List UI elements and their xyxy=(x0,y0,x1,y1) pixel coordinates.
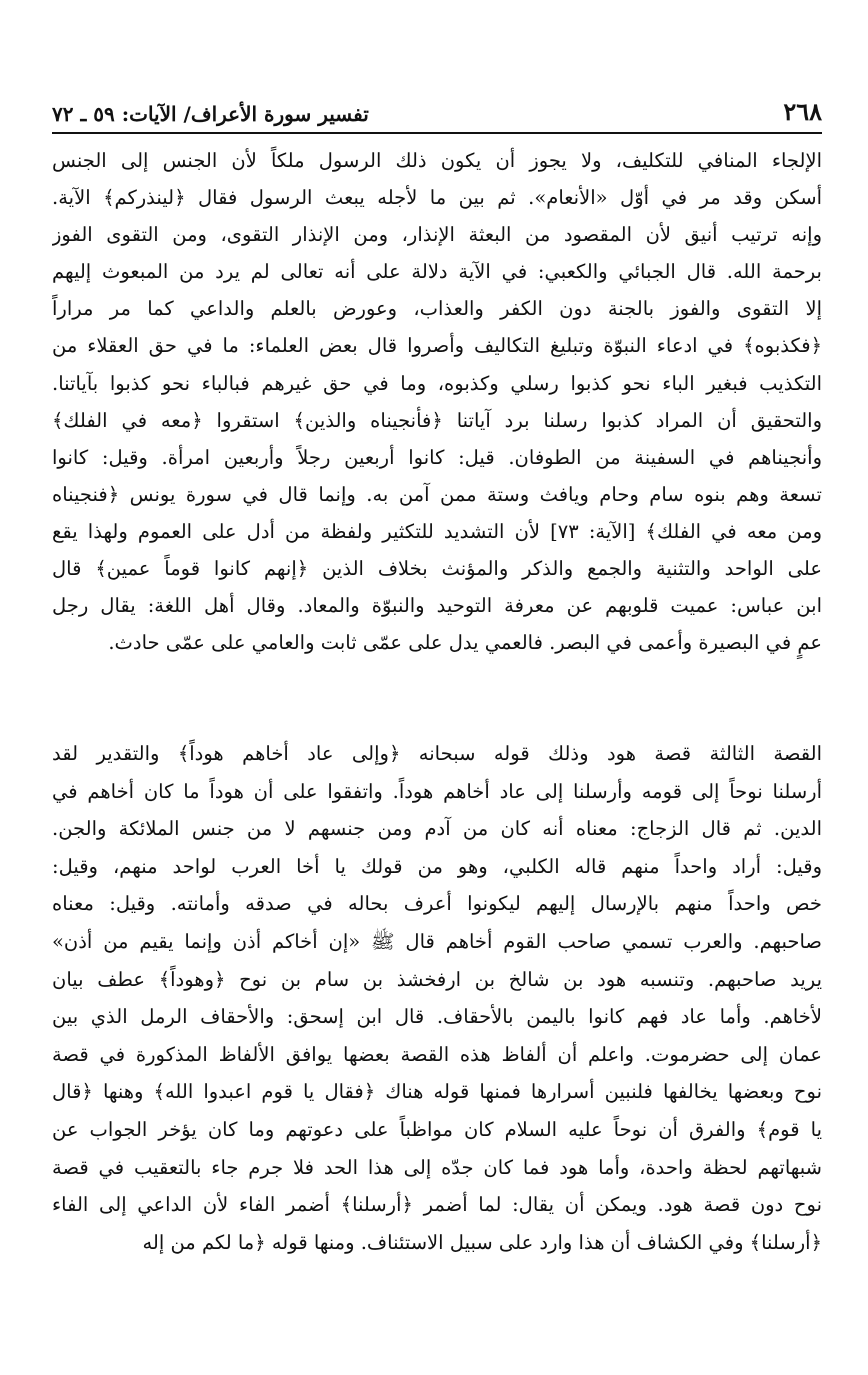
text-line: أسكن وقد مر في أوّل «الأنعام». ثم بين ما لأجله يبعث الرسول فقال ﴿لينذركم﴾ الآية. xyxy=(52,186,822,210)
text-line: أرسلنا نوحاً إلى قومه وأرسلنا إلى عاد أخاهم هوداً. واتفقوا على أن هوداً ما كان أخاهم في xyxy=(52,779,822,803)
text-line: خص واحداً منهم بالإرسال إليهم ليكونوا أعرف بحاله في صدقه وأمانته. وقيل: معناه xyxy=(52,892,822,916)
text-line: ومن معه في الفلك﴾ [الآية: ٧٣] لأن التشديد للتكثير ولفظة من أدل على العموم ولهذا يقع xyxy=(52,519,822,543)
text-line: وقيل: أراد واحداً منهم قاله الكلبي، وهو من قولك يا أخا العرب لواحد منهم، وقيل: xyxy=(52,854,822,878)
text-line: صاحبهم. والعرب تسمي صاحب القوم أخاهم قال ﷺ «إن أخاكم أذن وإنما يقيم من أذن» xyxy=(52,929,822,953)
text-line: القصة الثالثة قصة هود وذلك قوله سبحانه ﴿وإلى عاد أخاهم هوداً﴾ والتقدير لقد xyxy=(52,742,822,765)
text-line: تسعة وهم بنوه سام وحام ويافث وستة ممن آمن به. وإنما قال في سورة يونس ﴿فنجيناه xyxy=(52,482,822,506)
text-line: نوح وبعضها يخالفها فلنبين أسرارها فمنها قوله هناك ﴿فقال يا قوم اعبدوا الله﴾ وهنها ﴿قال xyxy=(52,1080,822,1104)
text-line: وأنجيناهم في السفينة من الطوفان. قيل: كانوا أربعين رجلاً وأربعين امرأة. وقيل: كانوا xyxy=(52,445,822,469)
text-line: ﴿فكذبوه﴾ في ادعاء النبوّة وتبليغ التكاليف وأصروا قال بعض العلماء: ما في حق العقلاء من xyxy=(52,334,822,358)
text-line: والتحقيق أن المراد كذبوا رسلنا برد آياتنا ﴿فأنجيناه والذين﴾ استقروا ﴿معه في الفلك﴾ xyxy=(52,408,822,432)
text-line: شبهاتهم لحظة واحدة، وأما هود فما كان جدّه إلى هذا الحد فلا جرم جاء بالتعقيب في قصة xyxy=(52,1155,822,1179)
page-number: ٢٦٨ xyxy=(783,97,822,126)
text-line: الإلجاء المنافي للتكليف، ولا يجوز أن يكون ذلك الرسول ملكاً لأن الجنس إلى الجنس xyxy=(52,149,822,172)
paragraph-2 xyxy=(52,735,822,1261)
page-header xyxy=(52,88,822,134)
text-line: إلا التقوى والفوز بالجنة دون الكفر والعذاب، وعورض بالعلم والداعي كما مر مراراً xyxy=(52,297,822,321)
running-title: تفسير سورة الأعراف/ الآيات: ٥٩ ـ ٧٢ xyxy=(52,102,369,126)
text-line: يا قوم﴾ والفرق أن نوحاً عليه السلام كان مواظباً على دعوتهم وما كان يؤخر الجواب عن xyxy=(52,1117,822,1141)
paragraph-1 xyxy=(52,142,822,661)
text-line: الدين. ثم قال الزجاج: معناه أنه كان من آدم ومن جنسهم لا من جنس الملائكة والجن. xyxy=(52,817,822,841)
text-line: عمٍ في البصيرة وأعمى في البصر. فالعمي يدل على عمّى ثابت والعامي على عمّى حادث. xyxy=(108,631,822,655)
text-line: ﴿أرسلنا﴾ وفي الكشاف أن هذا وارد على سبيل الاستئناف. ومنها قوله ﴿ما لكم من إله xyxy=(142,1230,822,1254)
text-line: ابن عباس: عميت قلوبهم عن معرفة التوحيد والنبوّة والمعاد. وقال أهل اللغة: يقال رجل xyxy=(52,594,822,618)
text-line: على الواحد والتثنية والجمع والذكر والمؤنث بخلاف الذين ﴿إنهم كانوا قوماً عمين﴾ قال xyxy=(52,557,822,581)
text-line: عمان إلى حضرموت. واعلم أن ألفاظ هذه القصة بعضها يوافق الألفاظ المذكورة في قصة xyxy=(52,1042,822,1066)
text-line: نوح دون قصة هود. ويمكن أن يقال: لما أضمر ﴿أرسلنا﴾ أضمر الفاء لأن الداعي إلى الفاء xyxy=(52,1193,822,1217)
text-line: التكذيب فبغير الباء نحو كذبوا رسلي وكذبوه، وما في حق غيرهم فبالباء نحو كذبوا بآياتنا. xyxy=(52,371,822,395)
text-line: برحمة الله. قال الجبائي والكعبي: في الآية دلالة على أنه تعالى لم يرد من المبعوث إليهم xyxy=(52,260,822,284)
text-line: وإنه ترتيب أنيق لأن المقصود من البعثة الإنذار، ومن الإنذار التقوى، ومن التقوى الفوز xyxy=(52,223,822,247)
text-line: لأخاهم. وأما عاد فهم كانوا باليمن بالأحقاف. قال ابن إسحق: والأحقاف الرمل الذي بين xyxy=(52,1005,822,1029)
text-line: يريد صاحبهم. وتنسبه هود بن شالخ بن ارفخشذ بن سام بن نوح ﴿وهوداً﴾ عطف بيان xyxy=(52,967,822,991)
